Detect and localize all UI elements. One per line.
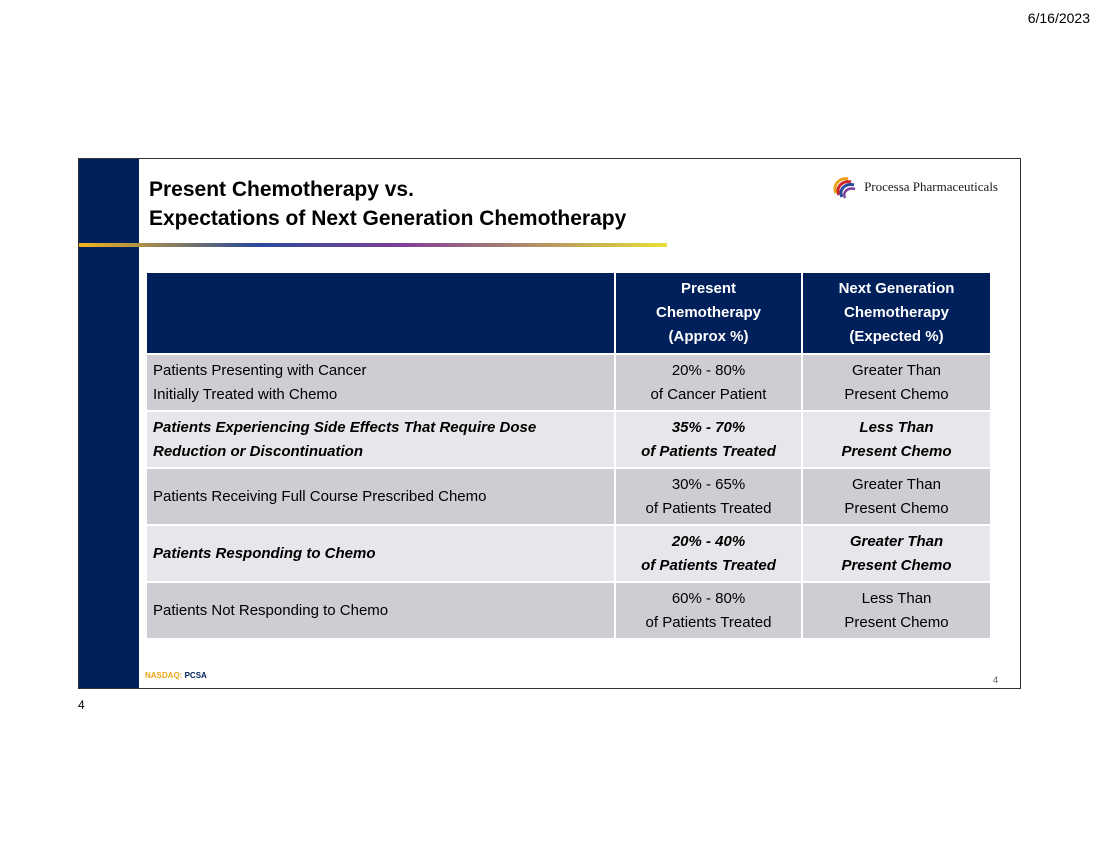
present-value (615, 525, 802, 582)
stock-ticker (145, 671, 207, 680)
value-line: Greater Than (852, 475, 941, 493)
header-present-chemo (615, 273, 802, 354)
value-line: 60% - 80% (671, 589, 746, 607)
title-line-1: Present Chemotherapy vs. (149, 178, 414, 201)
row-label (147, 411, 615, 468)
row-label-line: Reduction or Discontinuation (153, 442, 363, 460)
row-label-line: Patients Responding to Chemo (153, 544, 376, 562)
page-number: 4 (78, 698, 85, 712)
next-gen-value (802, 468, 990, 525)
table-row (147, 468, 990, 525)
table-row (147, 411, 990, 468)
present-value (615, 354, 802, 411)
header-next-gen-chemo (802, 273, 990, 354)
title-line-2: Expectations of Next Generation Chemotherapy (149, 207, 627, 230)
row-label-line: Patients Receiving Full Course Prescribed Chemo (153, 487, 487, 505)
present-value (615, 582, 802, 638)
row-label-line: Patients Presenting with Cancer (153, 361, 367, 379)
value-line: 20% - 80% (671, 361, 746, 379)
header-line: Next Generation (838, 280, 955, 297)
ticker-symbol: PCSA (184, 671, 207, 680)
slide-number: 4 (992, 675, 998, 685)
value-line: Present Chemo (844, 613, 949, 631)
value-line: 30% - 65% (671, 475, 746, 493)
processa-logo-icon (830, 173, 858, 201)
title-underline (79, 243, 667, 247)
next-gen-value (802, 582, 990, 638)
ticker-exchange: NASDAQ: (145, 671, 183, 680)
row-label (147, 468, 615, 525)
value-line: 20% - 40% (671, 532, 746, 550)
value-line: Present Chemo (841, 556, 952, 574)
value-line: 35% - 70% (671, 418, 746, 436)
slide-title (149, 175, 626, 233)
table-row (147, 525, 990, 582)
value-line: Present Chemo (844, 499, 949, 517)
table-row (147, 582, 990, 638)
next-gen-value (802, 354, 990, 411)
next-gen-value (802, 525, 990, 582)
value-line: Less Than (859, 418, 934, 436)
value-line: of Patients Treated (645, 613, 772, 631)
company-logo (830, 173, 998, 201)
value-line: Present Chemo (844, 385, 949, 403)
value-line: Greater Than (852, 361, 941, 379)
table-row (147, 354, 990, 411)
present-value (615, 411, 802, 468)
value-line: of Patients Treated (645, 499, 772, 517)
row-label-line: Patients Experiencing Side Effects That Require Dose (153, 418, 537, 436)
header-blank (147, 273, 615, 354)
header-line: Chemotherapy (843, 304, 950, 321)
header-line: Chemotherapy (655, 304, 762, 321)
row-label-line: Patients Not Responding to Chemo (153, 601, 389, 619)
logo-text: Processa Pharmaceuticals (864, 179, 998, 194)
value-line: of Patients Treated (641, 442, 776, 460)
slide (78, 158, 1021, 689)
value-line: of Cancer Patient (650, 385, 767, 403)
value-line: of Patients Treated (641, 556, 776, 574)
row-label (147, 525, 615, 582)
table-header-row (147, 273, 990, 354)
header-line: Present (680, 280, 737, 297)
value-line: Greater Than (849, 532, 944, 550)
comparison-table (147, 273, 990, 638)
print-date: 6/16/2023 (1027, 10, 1090, 26)
slide-sidebar (79, 159, 139, 688)
header-line: (Expected %) (849, 328, 944, 345)
row-label (147, 582, 615, 638)
next-gen-value (802, 411, 990, 468)
row-label (147, 354, 615, 411)
value-line: Less Than (861, 589, 932, 607)
row-label-line: Initially Treated with Chemo (153, 385, 338, 403)
header-line: (Approx %) (668, 328, 749, 345)
value-line: Present Chemo (841, 442, 952, 460)
present-value (615, 468, 802, 525)
